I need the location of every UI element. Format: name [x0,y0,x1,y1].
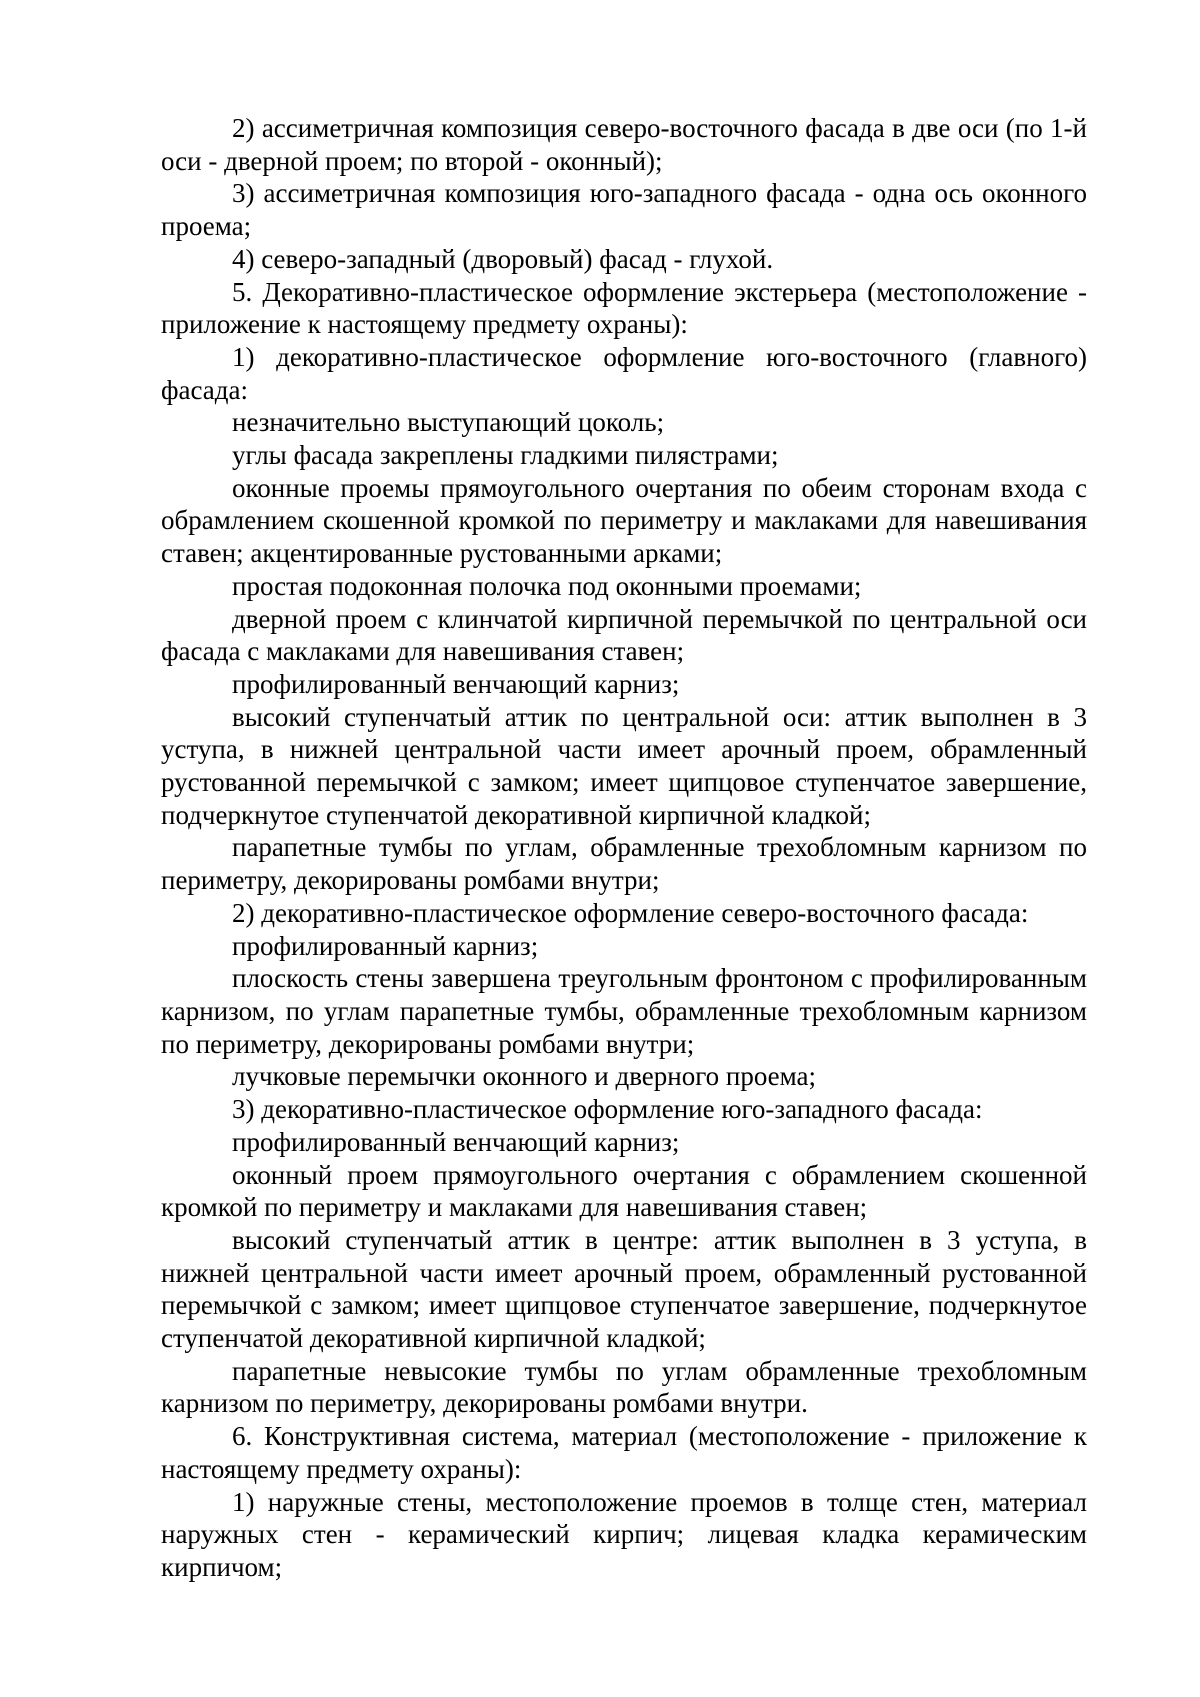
paragraph: оконные проемы прямоугольного очертания по обеим сторонам входа с обрамлением скошенной кромкой по периметру и маклаками для навешивания ставен; акцентированные рустованными арками; [161,472,1087,569]
paragraph: высокий ступенчатый аттик по центральной оси: аттик выполнен в 3 уступа, в нижней центральной части имеет арочный проем, обрамленный рустованной перемычкой с замком; имеет щипцовое ступенчатое завершение, подчеркнутое ступенчатой декоративной кирпичной кладкой; [161,701,1087,830]
paragraph: плоскость стены завершена треугольным фронтоном с профилированным карнизом, по углам парапетные тумбы, обрамленные трехобломным карнизом по периметру, декорированы ромбами внутри; [161,963,1087,1059]
paragraph: профилированный венчающий карниз; [232,1126,680,1157]
paragraph: 6. Конструктивная система, материал (местоположение - приложение к настоящему предмету охраны): [161,1421,1087,1484]
paragraph: 2) ассиметричная композиция северо-восточного фасада в две оси (по 1-й оси - дверной проем; по второй - оконный); [161,113,1087,176]
paragraph: 4) северо-западный (дворовый) фасад - глухой. [232,243,774,274]
document-body [161,112,1087,1584]
paragraph: 1) декоративно-пластическое оформление юго-восточного (главного) фасада: [161,341,1087,405]
paragraph: углы фасада закреплены гладкими пилястрами; [232,440,779,471]
paragraph: парапетные невысокие тумбы по углам обрамленные трехобломным карнизом по периметру, декорированы ромбами внутри. [161,1355,1087,1419]
paragraph: парапетные тумбы по углам, обрамленные трехобломным карнизом по периметру, декорированы ромбами внутри; [161,832,1087,896]
paragraph: 5. Декоративно-пластическое оформление экстерьера (местоположение - приложение к настоящему предмету охраны): [161,276,1087,340]
paragraph: оконный проем прямоугольного очертания с обрамлением скошенной кромкой по периметру и маклаками для навешивания ставен; [161,1159,1087,1223]
paragraph: профилированный карниз; [232,930,539,961]
paragraph: лучковые перемычки оконного и дверного проема; [232,1061,817,1092]
paragraph: профилированный венчающий карниз; [232,668,680,699]
paragraph: 2) декоративно-пластическое оформление северо-восточного фасада: [232,897,1029,928]
paragraph: 3) ассиметричная композиция юго-западного фасада - одна ось оконного проема; [161,178,1087,242]
paragraph: незначительно выступающий цоколь; [232,407,665,438]
paragraph: высокий ступенчатый аттик в центре: аттик выполнен в 3 уступа, в нижней центральной части имеет арочный проем, обрамленный рустованной перемычкой с замком; имеет щипцовое ступенчатое завершение, подчеркнутое ступенчатой декоративной кирпичной кладкой; [161,1224,1087,1354]
paragraph: простая подоконная полочка под оконными проемами; [232,570,862,601]
paragraph: 3) декоративно-пластическое оформление юго-западного фасада: [232,1094,983,1125]
paragraph: 1) наружные стены, местоположение проемов в толще стен, материал наружных стен - керамический кирпич; лицевая кладка керамическим кирпичом; [161,1486,1087,1582]
paragraph: дверной проем с клинчатой кирпичной перемычкой по центральной оси фасада с маклаками для навешивания ставен; [161,603,1087,667]
